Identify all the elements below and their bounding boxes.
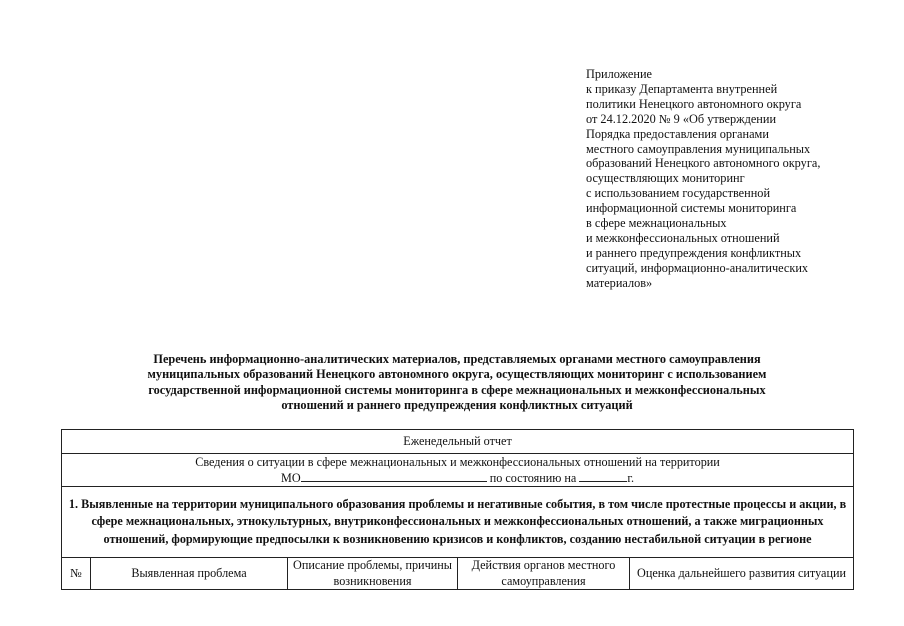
title-line: Перечень информационно-аналитических материалов, представляемых органами местного самоуправления — [153, 352, 761, 366]
mo-blank — [301, 471, 487, 482]
appendix-line: Приложение — [586, 67, 652, 81]
appendix-line: с использованием государственной — [586, 186, 771, 201]
appendix-line: Порядка предоставления органами — [586, 126, 769, 141]
situation-info-cell — [62, 454, 854, 487]
appendix-line: материалов» — [586, 275, 653, 290]
title-line: отношений и раннего предупреждения конфликтных ситуаций — [281, 397, 633, 412]
section-1-heading: 1. Выявленные на территории муниципального образования проблемы и негативные события, в том числе протестные процессы и акции, в сфере межнациональных, этнокультурных, внутриконфессиональных и межконфессиональных отношений, а также миграционных отношений, формирующие предпосылки к возникновению кризисов и конфликтов, созданию нестабильной ситуации в регионе — [62, 487, 854, 558]
column-header-assessment: Оценка дальнейшего развития ситуации — [630, 558, 854, 590]
municipality-date-line — [66, 470, 849, 486]
appendix-line: и межконфессиональных отношений — [586, 230, 780, 245]
title-line: муниципальных образований Ненецкого автономного округа, осуществляющих мониторинг с использованием — [147, 367, 767, 382]
title-line: государственной информационной системы мониторинга в сфере межнациональных и межконфессиональных — [148, 382, 766, 397]
appendix-line: политики Ненецкого автономного округа — [586, 96, 802, 111]
mo-label: МО — [281, 471, 301, 485]
appendix-line: ситуаций, информационно-аналитических — [586, 260, 809, 275]
weekly-report-cell: Еженедельный отчет — [62, 430, 854, 454]
appendix-block — [586, 67, 886, 291]
report-table — [61, 429, 854, 590]
table-row — [62, 430, 854, 454]
appendix-line: от 24.12.2020 № 9 «Об утверждении — [586, 111, 777, 126]
column-header-problem: Выявленная проблема — [91, 558, 288, 590]
table-row — [62, 487, 854, 558]
column-header-number: № — [62, 558, 91, 590]
column-header-actions: Действия органов местного самоуправления — [458, 558, 630, 590]
situation-info-text: Сведения о ситуации в сфере межнациональных и межконфессиональных отношений на территории — [195, 455, 720, 469]
state-label: по состоянию на — [486, 471, 580, 485]
appendix-line: к приказу Департамента внутренней — [586, 81, 778, 96]
year-label: г. — [627, 471, 635, 485]
table-row — [62, 454, 854, 487]
appendix-line: осуществляющих мониторинг — [586, 171, 745, 186]
appendix-line: образований Ненецкого автономного округа, — [586, 156, 821, 171]
appendix-line: в сфере межнациональных — [586, 216, 727, 231]
document-title — [64, 352, 850, 413]
date-blank — [579, 471, 627, 482]
column-header-description: Описание проблемы, причины возникновения — [288, 558, 458, 590]
table-header-row — [62, 558, 854, 590]
appendix-line: местного самоуправления муниципальных — [586, 141, 811, 156]
appendix-line: информационной системы мониторинга — [586, 201, 797, 216]
appendix-line: и раннего предупреждения конфликтных — [586, 245, 802, 260]
